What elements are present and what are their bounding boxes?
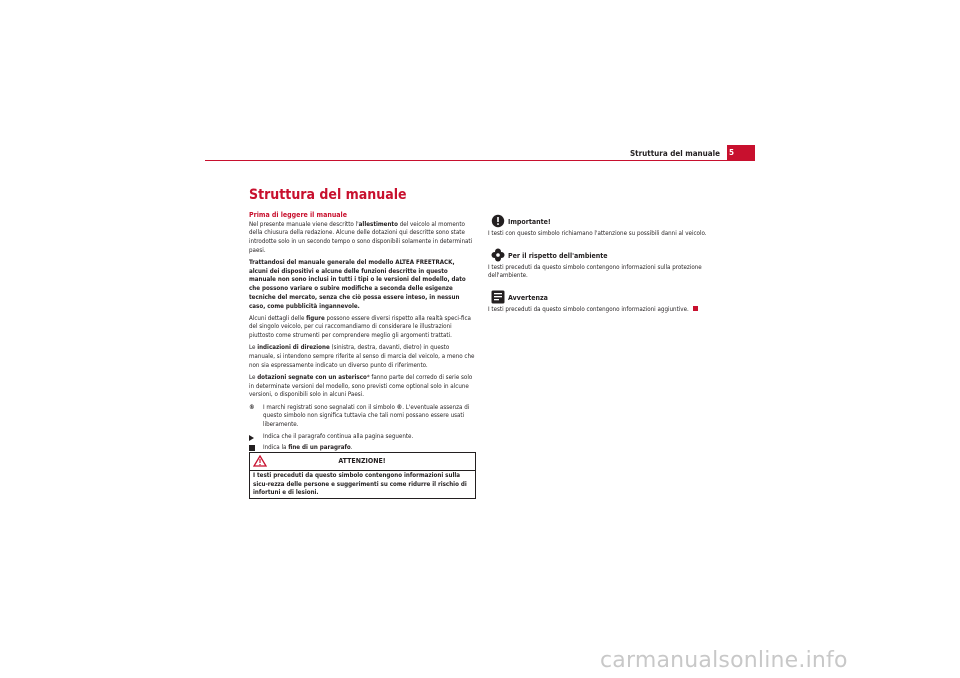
paragraph-asterisk: Le dotazioni segnate con un asterisco* fanno parte del corredo di serie solo in determinate versioni del modello, sono previsti come optional solo in alcune versioni, o disponibili solo in alcuni Paesi. <box>249 373 473 399</box>
flower-icon <box>491 248 505 262</box>
important-text: I testi con questo simbolo richiamano l'attenzione su possibili danni al veicolo. <box>488 230 707 237</box>
environment-title: Per il rispetto dell'ambiente <box>508 251 608 260</box>
arrow-right-icon <box>249 435 254 441</box>
important-title: Importante! <box>508 218 551 226</box>
note-text-line <box>488 306 718 315</box>
note-heading <box>488 290 718 304</box>
page-title: Struttura del manuale <box>249 187 407 203</box>
list-item-end: Indica la fine di un paragrafo. <box>249 444 475 453</box>
watermark: carmanualsonline.info <box>600 648 848 673</box>
warning-text: I testi preceduti da questo simbolo contengono informazioni sulla sicu-rezza delle persone e suggerimenti su come ridurre il rischio di infortuni e di lesioni. <box>253 472 467 496</box>
left-column <box>249 211 475 456</box>
environment-text: I testi preceduti da questo simbolo contengono informazioni sulla protezione dell'ambiente. <box>488 263 702 280</box>
header-rule <box>205 160 755 161</box>
right-column <box>488 214 718 318</box>
page-number: 5 <box>729 148 735 157</box>
warning-box <box>249 452 476 499</box>
environment-heading <box>488 248 718 262</box>
paragraph-figures: Alcuni dettagli delle figure possono essere diversi rispetto alla realtà speci-fica del singolo veicolo, per cui raccomandiamo di considerare le illustrazioni piuttosto come strumenti per comprendere meglio gli argomenti trattati. <box>249 314 471 340</box>
registered-icon: ® <box>249 403 255 411</box>
note-text: I testi preceduti da questo simbolo contengono informazioni aggiuntive. <box>488 306 689 314</box>
warning-triangle-icon <box>253 455 267 467</box>
end-marker-icon <box>693 306 698 311</box>
exclamation-icon <box>491 214 505 228</box>
note-title: Avvertenza <box>508 294 548 303</box>
warning-title: ATTENZIONE! <box>338 457 386 465</box>
paragraph-equipment: Nel presente manuale viene descritto l'allestimento del veicolo al momento della chiusura della redazione. Alcune delle dotazioni qui descritte sono state introdotte solo in un secondo tempo o sono disponibili solamente in determinati paesi. <box>249 220 473 254</box>
list-item-continues: Indica che il paragrafo continua alla pagina seguente. <box>249 433 475 442</box>
running-header-title: Struttura del manuale <box>629 149 720 158</box>
paragraph-directions: Le indicazioni di direzione (sinistra, destra, davanti, dietro) in questo manuale, si intendono sempre riferite al senso di marcia del veicolo, a meno che non sia espressamente indicato un diverso punto di riferimento. <box>249 344 475 369</box>
list-item-registered: ® I marchi registrati sono segnalati con il simbolo ®. L'eventuale assenza di questo simbolo non significa tuttavia che tali nomi possano essere usati liberamente. <box>249 403 470 428</box>
important-heading <box>488 214 718 228</box>
end-square-icon <box>249 445 255 451</box>
section-subheading: Prima di leggere il manuale <box>249 211 347 219</box>
paragraph-general-manual: Trattandosi del manuale generale del modello ALTEA FREETRACK, alcuni dei dispositivi e alcune delle funzioni descritte in questo manuale non sono inclusi in tutti i tipi o le versioni del modello, dato che possono variare o subire modifiche a seconda delle esigenze tecniche del mercato, senza che ciò possa essere inteso, in nessun caso, come pubblicità ingannevole. <box>249 259 466 310</box>
warning-header <box>250 453 475 471</box>
info-note-icon <box>491 290 505 304</box>
